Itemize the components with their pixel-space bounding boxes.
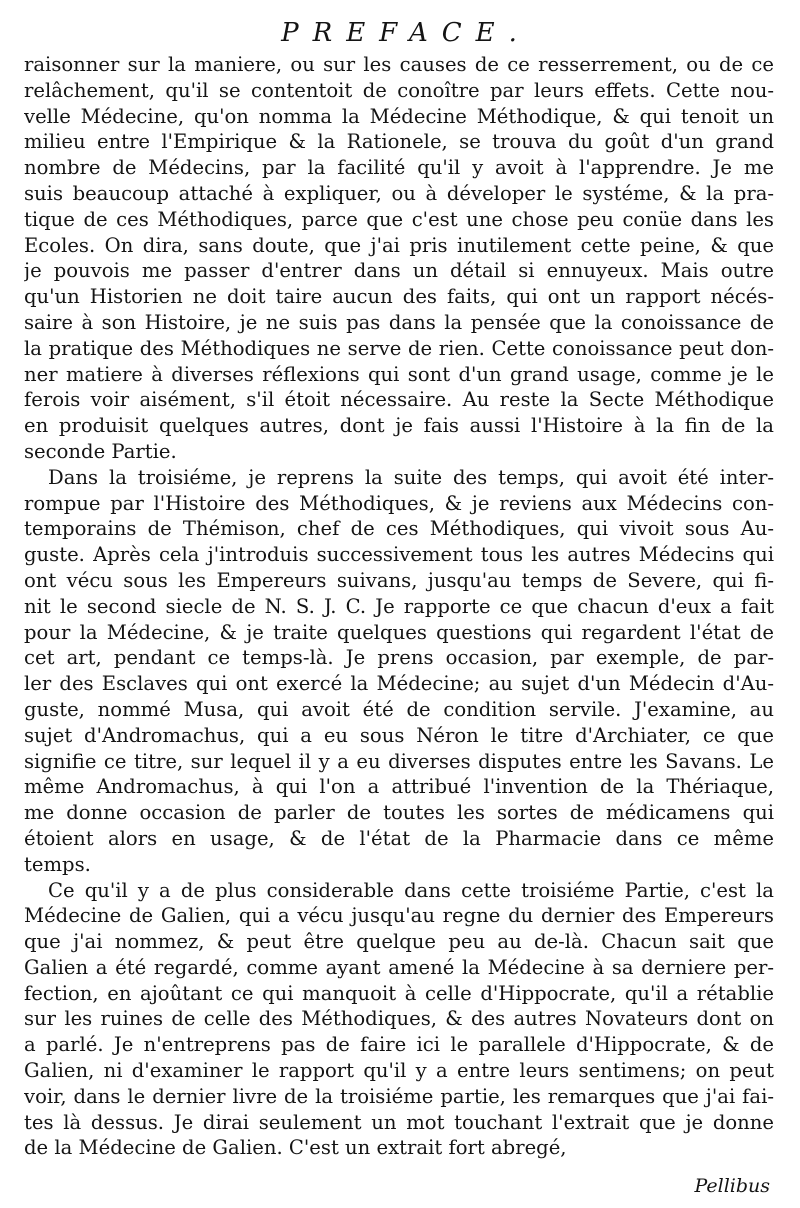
text-line: tique de ces Méthodiques, parce que c'est une chose peu conüe dans les	[24, 207, 774, 231]
text-line: ner matiere à diverses réflexions qui sont d'un grand usage, comme je le	[24, 362, 774, 386]
text-line: ferois voir aisément, s'il étoit nécessaire. Au reste la Secte Méthodique	[24, 388, 774, 412]
text-line: qu'un Historien ne doit taire aucun des faits, qui ont un rapport nécés-	[24, 285, 774, 309]
text-line: rompue par l'Histoire des Méthodiques, & je reviens aux Médecins con-	[24, 491, 774, 515]
text-line: tes là dessus. Je dirai seulement un mot touchant l'extrait que je donne	[24, 1110, 774, 1134]
text-line: étoient alors en usage, & de l'état de la Pharmacie dans ce même	[24, 826, 774, 850]
text-line: voir, dans le dernier livre de la troisiéme partie, les remarques que j'ai fai-	[24, 1084, 774, 1108]
text-line: en produisit quelques autres, dont je fais aussi l'Histoire à la fin de la	[24, 414, 774, 438]
text-line: temps.	[24, 852, 91, 876]
text-line: nombre de Médecins, par la facilité qu'il y avoit à l'apprendre. Je me	[24, 156, 774, 180]
text-line: de la Médecine de Galien. C'est un extrait fort abregé,	[24, 1136, 567, 1160]
text-line: velle Médecine, qu'on nomma la Médecine Méthodique, & qui tenoit un	[24, 104, 774, 128]
text-line: me donne occasion de parler de toutes les sortes de médicamens qui	[24, 801, 774, 825]
paragraph	[24, 52, 774, 465]
text-line: seconde Partie.	[24, 439, 177, 463]
text-line: a parlé. Je n'entreprens pas de faire ici le parallele d'Hippocrate, & de	[24, 1033, 774, 1057]
text-line: Galien a été regardé, comme ayant amené la Médecine à sa derniere per-	[24, 955, 774, 979]
text-line: nit le second siecle de N. S. J. C. Je rapporte ce que chacun d'eux a fait	[24, 594, 774, 618]
text-line: sujet d'Andromachus, qui a eu sous Néron le titre d'Archiater, ce que	[24, 723, 774, 747]
text-line: cet art, pendant ce temps-là. Je prens occasion, par exemple, de par-	[24, 646, 774, 670]
text-line: Ce qu'il y a de plus considerable dans cette troisiéme Partie, c'est la	[48, 878, 774, 902]
text-line: même Andromachus, à qui l'on a attribué l'invention de la Thériaque,	[24, 775, 774, 799]
text-line: signifie ce titre, sur lequel il y a eu diverses disputes entre les Savans. Le	[24, 749, 774, 773]
text-line: pour la Médecine, & je traite quelques questions qui regardent l'état de	[24, 620, 774, 644]
text-line: la pratique des Méthodiques ne serve de rien. Cette conoissance peut don-	[24, 336, 774, 360]
text-line: Médecine de Galien, qui a vécu jusqu'au regne du dernier des Empereurs	[24, 904, 774, 928]
text-line: suis beaucoup attaché à expliquer, ou à déveloper le systéme, & la pra-	[24, 181, 774, 205]
text-line: Galien, ni d'examiner le rapport qu'il y a entre leurs sentimens; on peut	[24, 1059, 774, 1083]
catchword: Pellibus	[694, 1175, 770, 1197]
text-line: Dans la troisiéme, je reprens la suite des temps, qui avoit été inter-	[48, 465, 774, 489]
text-line: temporains de Thémison, chef de ces Méthodiques, qui vivoit sous Au-	[24, 517, 774, 541]
text-line: milieu entre l'Empirique & la Rationele, se trouva du goût d'un grand	[24, 130, 774, 154]
text-line: guste, nommé Musa, qui avoit été de condition servile. J'examine, au	[24, 697, 774, 721]
text-line: que j'ai nommez, & peut être quelque peu au de-là. Chacun sait que	[24, 930, 774, 954]
paragraph	[24, 465, 774, 878]
text-line: guste. Après cela j'introduis successivement tous les autres Médecins qui	[24, 543, 774, 567]
text-line: ont vécu sous les Empereurs suivans, jusqu'au temps de Severe, qui fi-	[24, 568, 774, 592]
text-line: je pouvois me passer d'entrer dans un détail si ennuyeux. Mais outre	[24, 259, 774, 283]
text-line: relâchement, qu'il se contentoit de conoître par leurs effets. Cette nou-	[24, 78, 774, 102]
text-line: Ecoles. On dira, sans doute, que j'ai pris inutilement cette peine, & que	[24, 233, 774, 257]
running-head: PREFACE.	[281, 18, 531, 48]
text-line: ler des Esclaves qui ont exercé la Médecine; au sujet d'un Médecin d'Au-	[24, 672, 774, 696]
paragraph	[24, 878, 774, 1162]
text-line: fection, en ajoûtant ce qui manquoit à celle d'Hippocrate, qu'il a rétablie	[24, 981, 774, 1005]
body-text	[24, 52, 774, 1161]
text-line: saire à son Histoire, je ne suis pas dans la pensée que la conoissance de	[24, 310, 774, 334]
text-line: sur les ruines de celle des Méthodiques, & des autres Novateurs dont on	[24, 1007, 774, 1031]
text-line: raisonner sur la maniere, ou sur les causes de ce resserrement, ou de ce	[24, 53, 774, 76]
